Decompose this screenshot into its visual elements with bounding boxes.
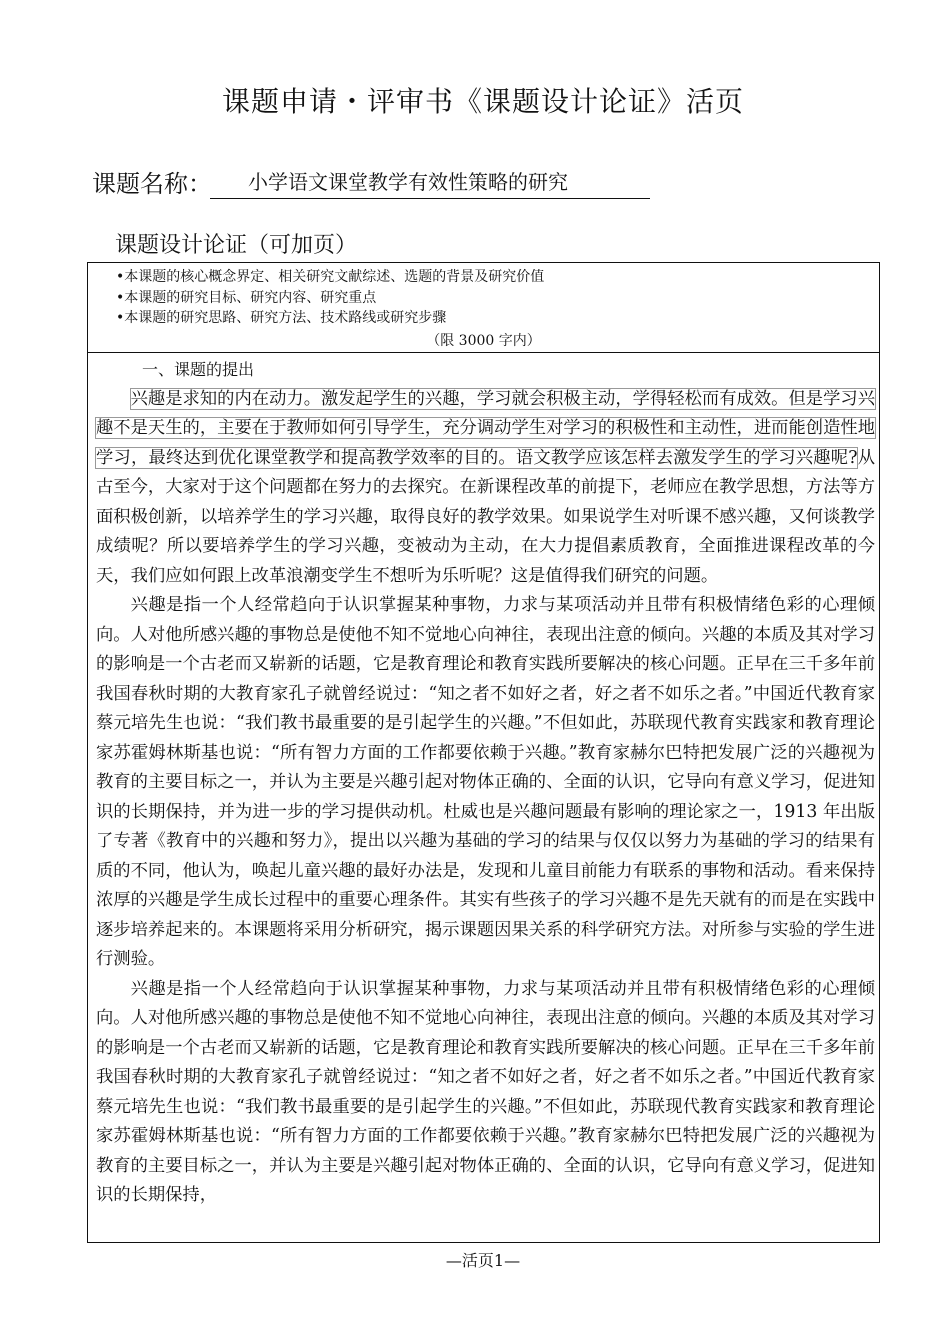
topic-label: 课题名称： (92, 170, 212, 198)
highlighted-text: 兴趣是求知的内在动力。激发起学生的兴趣，学习就会积极主动，学得轻松而有成效。但是学习兴趣不是天生的，主要在于教师如何引导学生，充分调动学生对学习的积极性和主动性，进而能创造性地学习，最终达到优化课堂教学和提高教学效率的目的。语文教学应该怎样去激发学生的学习兴趣呢? (96, 388, 875, 468)
requirement-item: •本课题的核心概念界定、相关研究文献综述、选题的背景及研究价值 (116, 269, 545, 285)
section-title: 课题设计论证（可加页） (115, 233, 358, 258)
paragraph-1-rest: 从古至今，大家对于这个问题都在努力的去探究。在新课程改革的前提下，老师应在教学思想，方法等方面积极创新，以培养学生的学习兴趣，取得良好的教学效果。如果说学生对听课不感兴趣，又何谈教学成绩呢？所以要培养学生的学习兴趣，变被动为主动，在大力提倡素质教育，全面推进课程改革的今天，我们应如何跟上改革浪潮变学生不想听为乐听呢？这是值得我们研究的问题。 (96, 447, 875, 586)
topic-value: 小学语文课堂教学有效性策略的研究 (210, 166, 650, 199)
section-heading: 一、课题的提出 (142, 360, 255, 379)
requirements-cell (88, 263, 879, 353)
requirement-item: •本课题的研究目标、研究内容、研究重点 (116, 289, 377, 306)
paragraph-3: 兴趣是指一个人经常趋向于认识掌握某种事物，力求与某项活动并且带有积极情绪色彩的心理倾向。人对他所感兴趣的事物总是使他不知不觉地心向神往，表现出注意的倾向。兴趣的本质及其对学习的影响是一个古老而又崭新的话题，它是教育理论和教育实践所要解决的核心问题。正早在三千多年前我国春秋时期的大教育家孔子就曾经说过：“知之者不如好之者，好之者不如乐之者。”中国近代教育家蔡元培先生也说：“我们教书最重要的是引起学生的兴趣。”不但如此，苏联现代教育实践家和教育理论家苏霍姆林斯基也说：“所有智力方面的工作都要依赖于兴趣。”教育家赫尔巴特把发展广泛的兴趣视为教育的主要目标之一，并认为主要是兴趣引起对物体正确的、全面的认识，它导向有意义学习，促进知识的长期保持， (96, 978, 875, 1205)
document-title: 课题申请・评审书《课题设计论证》活页 (221, 85, 744, 118)
argument-form-box (87, 262, 880, 1243)
paragraph-2: 兴趣是指一个人经常趋向于认识掌握某种事物，力求与某项活动并且带有积极情绪色彩的心理倾向。人对他所感兴趣的事物总是使他不知不觉地心向神往，表现出注意的倾向。兴趣的本质及其对学习的影响是一个古老而又崭新的话题，它是教育理论和教育实践所要解决的核心问题。正早在三千多年前我国春秋时期的大教育家孔子就曾经说过：“知之者不如好之者，好之者不如乐之者。”中国近代教育家蔡元培先生也说：“我们教书最重要的是引起学生的兴趣。”不但如此，苏联现代教育实践家和教育理论家苏霍姆林斯基也说：“所有智力方面的工作都要依赖于兴趣。”教育家赫尔巴特把发展广泛的兴趣视为教育的主要目标之一，并认为主要是兴趣引起对物体正确的、全面的认识，它导向有意义学习，促进知识的长期保持，并为进一步的学习提供动机。杜威也是兴趣问题最有影响的理论家之一，1913 年出版了专著《教育中的兴趣和努力》，提出以兴趣为基础的学习的结果与仅仅以努力为基础的学习的结果有质的不同，他认为，唤起儿童兴趣的最好办法是，发现和儿童目前能力有联系的事物和活动。看来保持浓厚的兴趣是学生成长过程中的重要心理条件。其实有些孩子的学习兴趣不是先天就有的而是在实践中逐步培养起来的。本课题将采用分析研究，揭示课题因果关系的科学研究方法。对所参与实验的学生进行测验。 (96, 595, 875, 969)
topic-row (92, 164, 662, 198)
requirement-item: •本课题的研究思路、研究方法、技术路线或研究步骤 (116, 310, 447, 326)
page-footer: —活页1— (445, 1251, 521, 1270)
word-limit-note: （限 3000 字内） (426, 333, 541, 349)
argument-content (88, 353, 879, 1211)
paragraph-1 (96, 385, 875, 592)
